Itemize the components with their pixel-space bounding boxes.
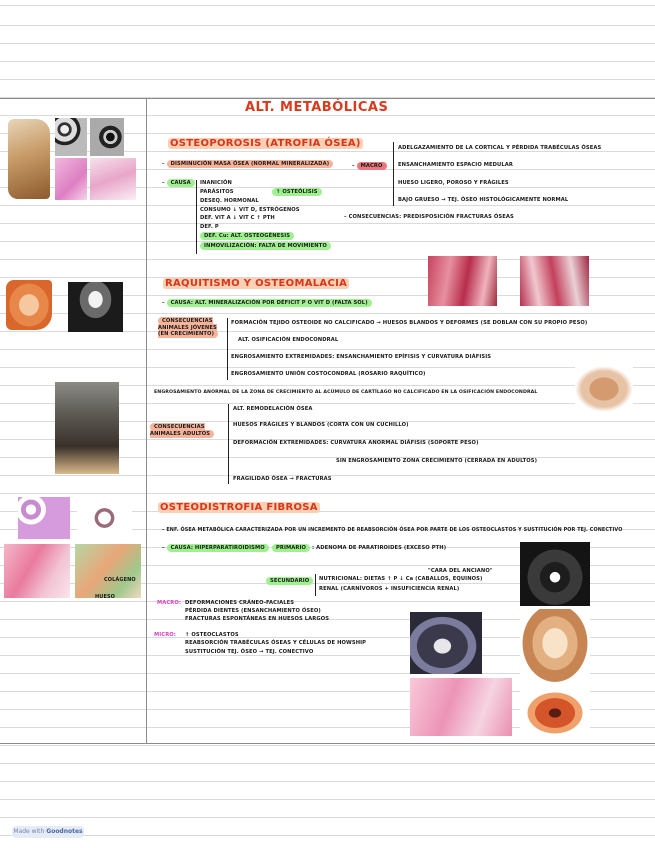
osteolisis-note: ↑ OSTEÓLISIS (272, 189, 322, 196)
jovenes-item: ENGROSAMIENTO UNIÓN COSTOCONDRAL (ROSARIO RAQUÍTICO) (231, 371, 426, 377)
bone-specimen-image (8, 119, 50, 199)
macro-item: HUESO LIGERO, POROSO Y FRÁGILES (398, 180, 509, 186)
osteodistrofia-macro-item: PÉRDIDA DIENTES (ENSANCHAMIENTO ÓSEO) (185, 608, 321, 614)
osteodistrofia-heading: OSTEODISTROFIA FIBROSA (160, 502, 318, 513)
histology-image-7 (410, 678, 512, 736)
causa-item: DEF. Cu: ALT. OSTEOGÉNESIS (200, 233, 294, 240)
secundario-brace (315, 574, 316, 596)
causa-brace (196, 180, 197, 254)
jovenes-item: ENGROSAMIENTO EXTREMIDADES: ENSANCHAMIENTO EPÍFISIS Y CURVATURA DIÁFISIS (231, 354, 492, 360)
causa-item: DEF. VIT A ↓ VIT C ↑ PTH (200, 215, 275, 221)
macro-brace (393, 142, 394, 206)
section-divider-bottom (0, 743, 655, 744)
jovenes-item: ALT. OSIFICACIÓN ENDOCONDRAL (238, 337, 339, 343)
histology-image-6 (75, 544, 141, 598)
page-title: ALT. METABÓLICAS (245, 100, 389, 115)
goodnotes-badge: Made with Goodnotes (12, 826, 84, 838)
bone-section-image (6, 280, 52, 330)
bone-cross-section-image (575, 366, 633, 412)
jovenes-item: FORMACIÓN TEJIDO OSTEOIDE NO CALCIFICADO → HUESOS BLANDOS Y DEFORMES (SE DOBLAN CON SU PROPIO PESO) (231, 320, 588, 326)
raquitismo-nota: ENGROSAMIENTO ANORMAL DE LA ZONA DE CRECIMIENTO AL ACÚMULO DE CARTÍLAGO NO CALCIFICADO EN LA OSIFICACIÓN ENDOCONDRAL (154, 390, 538, 395)
radiograph-image (68, 282, 123, 332)
adultos-item: HUESOS FRÁGILES Y BLANDOS (CORTA CON UN CUCHILLO) (233, 422, 409, 428)
section-divider-top (0, 98, 655, 99)
osteoporosis-def: – DISMINUCIÓN MASA ÓSEA (NORMAL MINERALIZADA) (162, 161, 333, 168)
osteoporosis-macro-label: – MACRO (352, 163, 387, 170)
macro-item: ADELGAZAMIENTO DE LA CORTICAL Y PÉRDIDA TRABÉCULAS ÓSEAS (398, 145, 602, 151)
histology-image-1 (55, 158, 87, 200)
hueso-label: HUESO (95, 594, 116, 600)
raquitismo-causa: – CAUSA: ALT. MINERALIZACIÓN POR DÉFICIT P O VIT D (FALTA SOL) (162, 300, 372, 307)
adultos-label: CONSECUENCIAS ANIMALES ADULTOS (150, 424, 220, 437)
causa-item: INANICIÓN (200, 180, 232, 186)
osteodistrofia-macro-label: MACRO: (157, 600, 182, 606)
dog-teeth-image (410, 612, 482, 674)
adultos-item: SIN ENGROSAMIENTO ZONA CRECIMIENTO (CERRADA EN ADULTOS) (336, 458, 538, 464)
causa-item: CONSUMO ↓ VIT D, ESTRÓGENOS (200, 207, 300, 213)
adultos-item: DEFORMACIÓN EXTREMIDADES: CURVATURA ANORMAL DIÁFISIS (SOPORTE PESO) (233, 440, 479, 446)
osteodistrofia-micro-item: ↑ OSTEOCLASTOS (185, 632, 239, 638)
osteoporosis-heading: OSTEOPOROSIS (ATROFIA ÓSEA) (170, 138, 361, 149)
osteodistrofia-micro-item: SUSTITUCIÓN TEJ. ÓSEO → TEJ. CONECTIVO (185, 649, 314, 655)
adultos-item: ALT. REMODELACIÓN ÓSEA (233, 406, 313, 412)
macro-item: ENSANCHAMIENTO ESPACIO MEDULAR (398, 162, 513, 168)
histology-image-3 (18, 497, 70, 539)
causa-item: DEF. P (200, 224, 219, 230)
jovenes-label: CONSECUENCIAS ANIMALES JÓVENES (EN CRECIMIENTO) (158, 318, 217, 337)
osteodistrofia-causa: – CAUSA: HIPERPARATIROIDISMO (162, 545, 269, 552)
jovenes-brace (227, 318, 228, 380)
osteoporosis-consecuencias: – CONSECUENCIAS: PREDISPOSICIÓN FRACTURAS ÓSEAS (344, 214, 514, 220)
rib-rosary-image-1 (428, 256, 497, 306)
raquitismo-heading: RAQUITISMO Y OSTEOMALACIA (165, 278, 348, 289)
trabecular-bone-image-2 (90, 118, 124, 156)
dog-rickets-image (55, 382, 119, 474)
histology-image-2 (90, 158, 136, 200)
margin-line (146, 98, 147, 743)
osteodistrofia-micro-label: MICRO: (154, 632, 176, 638)
trabecular-bone-image-1 (55, 118, 87, 156)
skull-section-image-1 (520, 609, 590, 685)
histology-image-5 (4, 544, 70, 598)
osteodistrofia-macro-item: FRACTURAS ESPONTÁNEAS EN HUESOS LARGOS (185, 616, 330, 622)
adultos-item: FRAGILIDAD ÓSEA → FRACTURAS (233, 476, 332, 482)
cara-anciano-note: "CARA DEL ANCIANO" (428, 568, 493, 574)
rib-rosary-image-2 (520, 256, 589, 306)
osteodistrofia-macro-item: DEFORMACIONES CRÁNEO-FACIALES (185, 600, 295, 606)
primario: PRIMARIO (272, 545, 310, 552)
colageno-label: COLÁGENO (104, 577, 136, 583)
osteoporosis-causa-label: – CAUSA (162, 180, 195, 187)
osteodistrofia-micro-item: REABSORCIÓN TRABÉCULAS ÓSEAS Y CÉLULAS DE HOWSHIP (185, 640, 367, 646)
secundario-item: NUTRICIONAL: DIETAS ↑ P ↓ Ca (CABALLOS, EQUINOS) (319, 576, 483, 582)
histology-image-4 (77, 497, 132, 539)
skull-section-image-2 (520, 687, 590, 739)
adultos-brace (228, 404, 229, 484)
secundario-item: RENAL (CARNÍVOROS + INSUFICIENCIA RENAL) (319, 586, 460, 592)
osteodistrofia-def: – ENF. ÓSEA METABÓLICA CARACTERIZADA POR UN INCREMENTO DE REABSORCIÓN ÓSEA POR PARTE DE LOS OSTEOCLASTOS Y SUSTITUCIÓN POR TEJ. CONECTIVO (162, 527, 623, 533)
causa-item: DESEQ. HORMONAL (200, 198, 259, 204)
dog-mouth-image (520, 542, 590, 606)
primario-text: : ADENOMA DE PARATIROIDES (EXCESO PTH) (312, 545, 447, 551)
causa-item: INMOVILIZACIÓN: FALTA DE MOVIMIENTO (200, 243, 331, 250)
causa-item: PARÁSITOS (200, 189, 234, 195)
secundario-label: SECUNDARIO (266, 578, 313, 585)
macro-item: BAJO GRUESO → TEJ. ÓSEO HISTOLÓGICAMENTE NORMAL (398, 197, 569, 203)
